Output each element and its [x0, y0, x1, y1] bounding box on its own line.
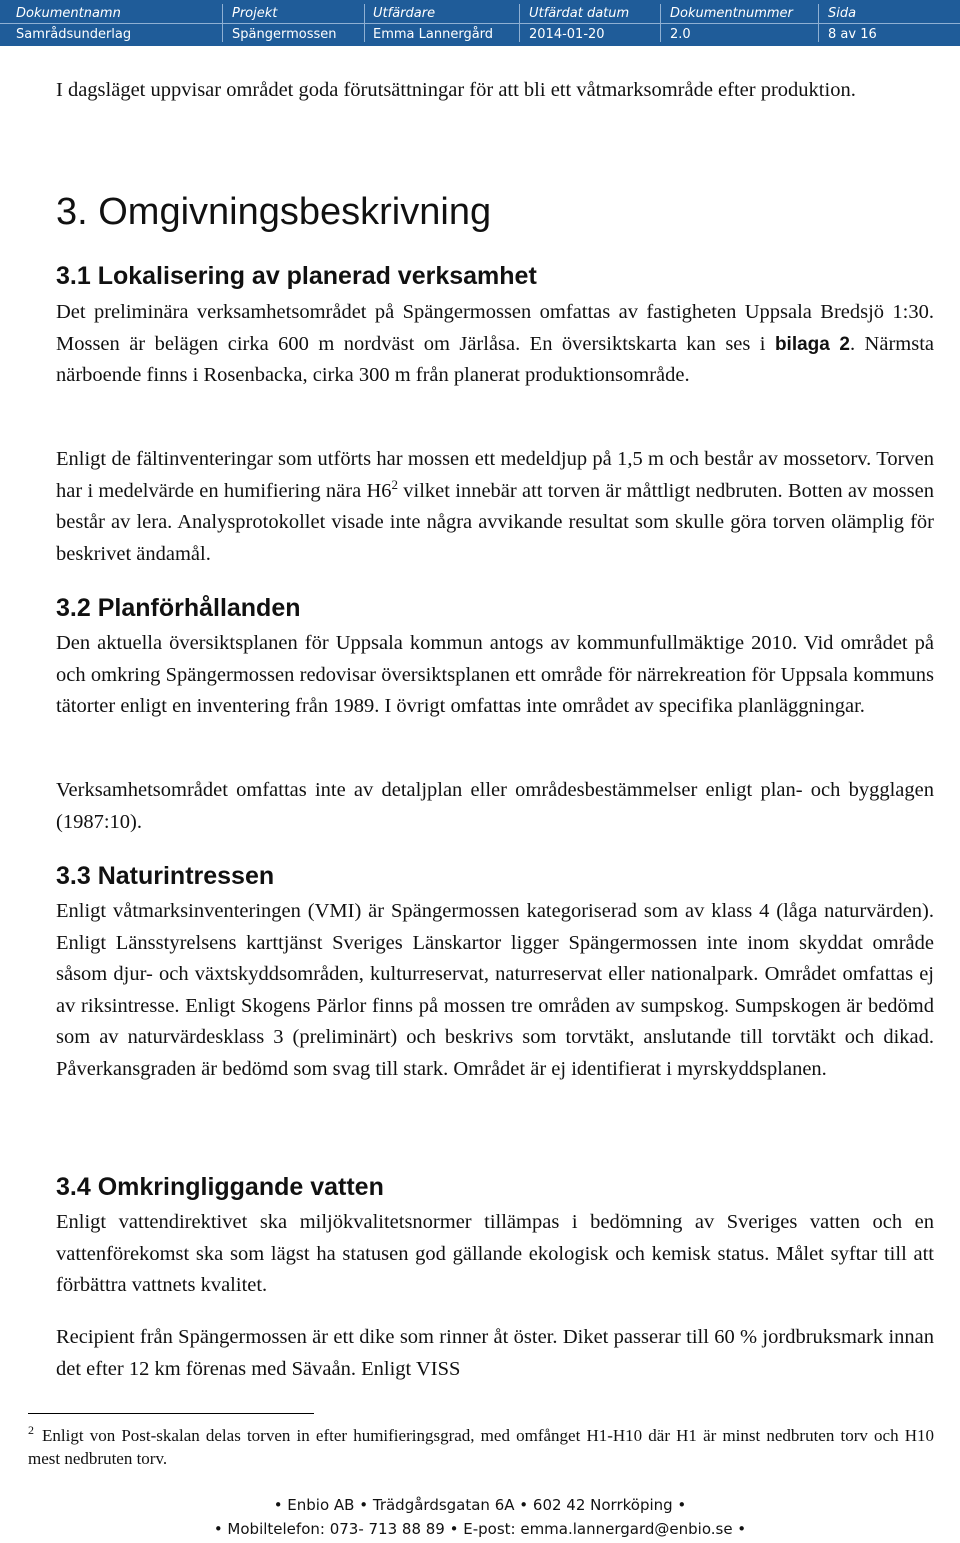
header-label-issuer: Utfärdare	[373, 6, 436, 21]
header-separator	[660, 4, 661, 42]
heading-3-1: 3.1 Lokalisering av planerad verksamhet	[56, 262, 537, 290]
header-value-document-name: Samrådsunderlag	[16, 27, 132, 42]
header-value-project: Spängermossen	[232, 27, 337, 42]
paragraph-3-4-b: Recipient från Spängermossen är ett dike som rinner åt öster. Diket passerar till 60 % jordbruksmark innan det efter 12 km förenas med Sävaån. Enligt VISS	[56, 1326, 934, 1380]
header-value-page: 8 av 16	[828, 27, 877, 42]
header-value-issue-date: 2014-01-20	[529, 27, 605, 42]
header-separator	[818, 4, 819, 42]
footnote-text: Enligt von Post-skalan delas torven in efter humifieringsgrad, med omfånget H1-H10 där H1 är minst nedbruten torv och H10 mest nedbruten torv.	[28, 1426, 934, 1468]
appendix-reference: bilaga 2	[774, 333, 850, 355]
paragraph-text: Enligt de fältinventeringar som utförts har mossen ett medeldjup på 1,5 m och består av mossetorv. Torven har i medelvärde en humifiering nära H6	[56, 448, 934, 502]
header-label-document-name: Dokumentnamn	[16, 6, 121, 21]
paragraph-3-2-a: Den aktuella översiktsplanen för Uppsala kommun antogs av kommunfullmäktige 2010. Vid området på och omkring Spängermossen redovisar översiktsplanen ett område för närrekreation för Uppsala kommuns tätorter enligt en inventering från 1989. I övrigt omfattas inte området av specifika planläggningar.	[56, 632, 934, 717]
header-separator	[222, 4, 223, 42]
heading-3-2: 3.2 Planförhållanden	[56, 594, 301, 622]
paragraph-3-1-b	[56, 444, 934, 570]
header-value-document-number: 2.0	[670, 27, 691, 42]
footer-contact: • Mobiltelefon: 073- 713 88 89 • E-post: emma.lannergard@enbio.se •	[213, 1520, 747, 1538]
paragraph-text: . Närmsta närboende finns i Rosenbacka, cirka 300 m från planerat produktionsområde.	[56, 332, 935, 386]
header-value-issuer: Emma Lannergård	[373, 27, 494, 42]
footnote-rule	[28, 1413, 314, 1414]
header-divider	[0, 23, 960, 24]
paragraph-3-3: Enligt våtmarksinventeringen (VMI) är Spängermossen kategoriserad som av klass 4 (låga naturvärden). Enligt Länsstyrelsens karttjänst Sveriges Länskartor ligger Spängermossen inte inom skyddat område såsom djur- och växtskyddsområden, kulturreservat, naturreservat eller nationalpark. Området omfattas ej av riksintresse. Enligt Skogens Pärlor finns på mossen tre områden av sumpskog. Sumpskogen är bedömd som av naturvärdesklass 3 (preliminärt) och beskrivs som torvtäkt, anslutande till torvtäkt och dikad. Påverkansgraden är bedömd som svag till stark. Området är ej identifierat i myrskyddsplanen.	[56, 900, 934, 1080]
paragraph-3-1-a	[56, 297, 934, 392]
intro-paragraph: I dagsläget uppvisar området goda förutsättningar för att bli ett våtmarksområde efter produktion.	[56, 79, 856, 101]
header-label-document-number: Dokumentnummer	[670, 6, 793, 21]
paragraph-3-4-a: Enligt vattendirektivet ska miljökvalitetsnormer tillämpas i bedömning av Sveriges vatten och en vattenförekomst ska som lägst ha statusen god gällande ekologisk och kemisk status. Målet syftar till att förbättra vattnets kvalitet.	[56, 1211, 934, 1296]
heading-3-3: 3.3 Naturintressen	[56, 862, 275, 890]
header-separator	[364, 4, 365, 42]
footnote	[28, 1424, 934, 1470]
header-separator	[519, 4, 520, 42]
heading-3-4: 3.4 Omkringliggande vatten	[56, 1173, 384, 1201]
paragraph-text: vilket innebär att torven är måttligt nedbruten. Botten av mossen består av lera. Analysprotokollet visade inte några avvikande resultat som skulle göra torven olämplig för beskrivet ändamål.	[56, 479, 934, 565]
section-title: 3. Omgivningsbeskrivning	[56, 191, 492, 233]
paragraph-text: Det preliminära verksamhetsområdet på Spängermossen omfattas av fastigheten Uppsala Bredsjö 1:30. Mossen är belägen cirka 600 m nordväst om Järlåsa. En översiktskarta kan ses i	[56, 301, 934, 355]
header-label-page: Sida	[828, 6, 857, 21]
footnote-reference: 2	[391, 476, 399, 492]
paragraph-3-2-b: Verksamhetsområdet omfattas inte av detaljplan eller områdesbestämmelser enligt plan- och bygglagen (1987:10).	[56, 779, 934, 833]
document-header	[0, 0, 960, 46]
footer-address: • Enbio AB • Trädgårdsgatan 6A • 602 42 Norrköping •	[273, 1496, 687, 1514]
footnote-number: 2	[28, 1423, 34, 1438]
header-label-issue-date: Utfärdat datum	[529, 6, 630, 21]
header-label-project: Projekt	[232, 6, 278, 21]
